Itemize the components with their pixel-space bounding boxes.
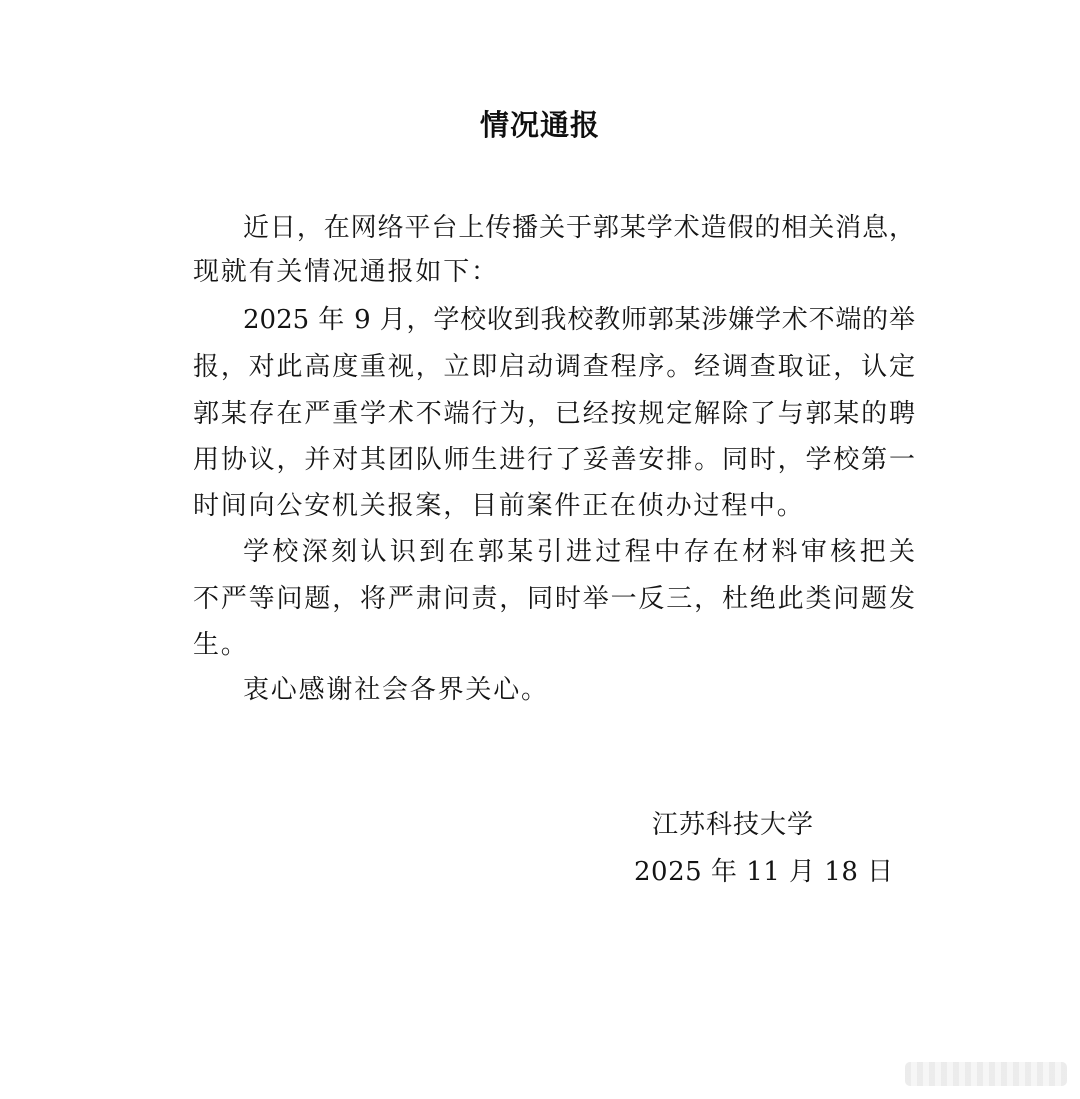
paragraph-line: 郭某存在严重学术不端行为，已经按规定解除了与郭某的聘	[193, 399, 915, 429]
paragraph-line: 用协议，并对其团队师生进行了妥善安排。同时，学校第一	[193, 445, 915, 475]
watermark	[905, 1062, 1067, 1086]
paragraph-line: 现就有关情况通报如下：	[193, 257, 499, 287]
paragraph-line: 生。	[193, 630, 249, 660]
document-title: 情况通报	[479, 108, 600, 142]
issue-date: 2025 年 11 月 18 日	[634, 857, 894, 887]
paragraph-line: 时间向公安机关报案，目前案件正在侦办过程中。	[193, 491, 805, 521]
paragraph-line: 学校深刻认识到在郭某引进过程中存在材料审核把关	[243, 537, 915, 567]
paragraph-line: 衷心感谢社会各界关心。	[243, 675, 549, 705]
issuing-organization: 江苏科技大学	[652, 810, 815, 840]
paragraph-line: 2025 年 9 月，学校收到我校教师郭某涉嫌学术不端的举	[243, 305, 915, 335]
paragraph-line: 报，对此高度重视，立即启动调查程序。经调查取证，认定	[193, 352, 915, 382]
paragraph-line: 不严等问题，将严肃问责，同时举一反三，杜绝此类问题发	[193, 584, 915, 614]
paragraph-line: 近日，在网络平台上传播关于郭某学术造假的相关消息，	[243, 213, 915, 243]
